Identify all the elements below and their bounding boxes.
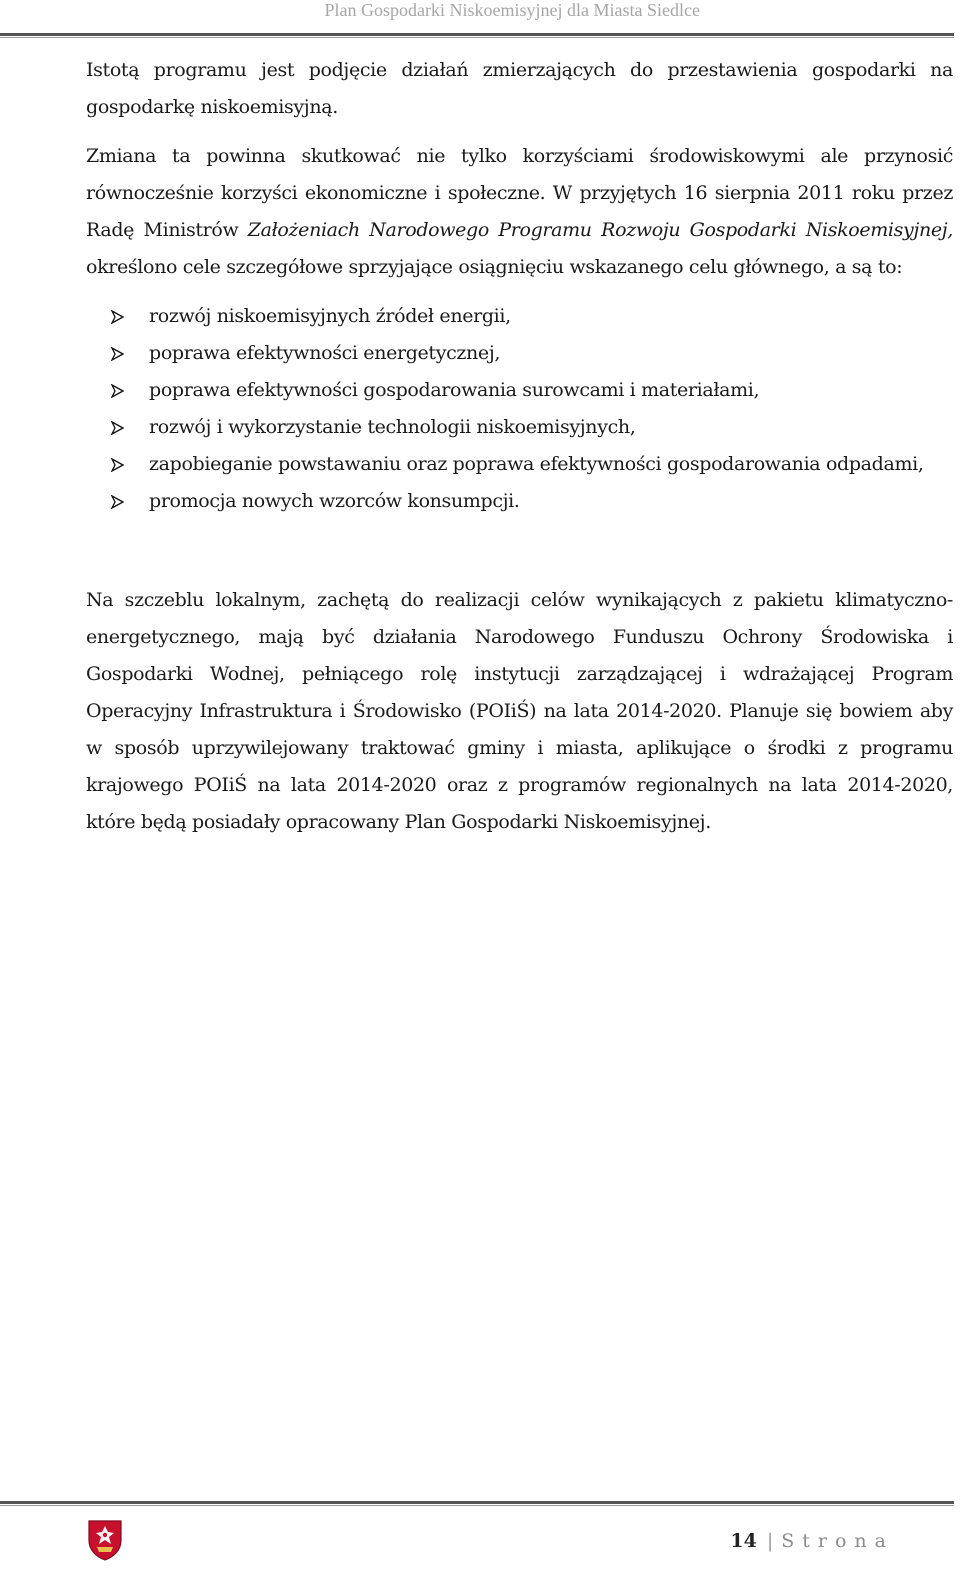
paragraph-assumptions-text-2: określono cele szczegółowe sprzyjające osiągnięciu wskazanego celu głównego, a są to: [86,256,903,278]
paragraph-intro: Istotą programu jest podjęcie działań zmierzających do przestawienia gospodarki na gospodarkę niskoemisyjną. [86,59,953,118]
list-item [86,335,953,372]
city-coat-of-arms-icon [86,1518,124,1562]
arrowhead-bullet-icon [111,495,124,509]
arrowhead-bullet-icon [111,421,124,435]
footer-divider [0,1501,954,1504]
arrowhead-bullet-icon [111,458,124,472]
header-divider [0,33,954,36]
list-item [86,298,953,335]
list-item [86,409,953,446]
goal-text: promocja nowych wzorców konsumpcji. [149,490,520,512]
programme-title-italic: Założeniach Narodowego Programu Rozwoju Gospodarki Niskoemisyjnej, [247,219,953,241]
footer-divider-thin [0,1505,954,1506]
list-item [86,483,953,520]
header-title: Plan Gospodarki Niskoemisyjnej dla Miasta Siedlce [324,0,700,20]
page-word: Strona [781,1530,894,1552]
paragraph-local-level: Na szczeblu lokalnym, zachętą do realizacji celów wynikających z pakietu klimatyczno-energetycznego, mają być działania Narodowego Funduszu Ochrony Środowiska i Gospodarki Wodnej, pełniącego rolę instytucji zarządzającej i wdrażającej Program Operacyjny Infrastruktura i Środowisko (POIiŚ) na lata 2014-2020. Planuje się bowiem aby w sposób uprzywilejowany traktować gminy i miasta, aplikujące o środki z programu krajowego POIiŚ na lata 2014-2020 oraz z programów regionalnych na lata 2014-2020, które będą posiadały opracowany Plan Gospodarki Niskoemisyjnej. [86,589,953,833]
goals-list [86,298,953,520]
goal-text: rozwój niskoemisyjnych źródeł energii, [149,305,511,327]
goal-text: rozwój i wykorzystanie technologii niskoemisyjnych, [149,416,636,438]
goal-text: poprawa efektywności gospodarowania surowcami i materiałami, [149,379,760,401]
goal-text: zapobieganie powstawaniu oraz poprawa efektywności gospodarowania odpadami, [149,453,924,475]
arrowhead-bullet-icon [111,384,124,398]
arrowhead-bullet-icon [111,347,124,361]
page-header [0,0,960,36]
page-number-label [730,1530,894,1552]
goal-text: poprawa efektywności energetycznej, [149,342,501,364]
paragraph-assumptions-text-1: Zmiana ta powinna skutkować nie tylko korzyściami środowiskowymi ale przynosić równocześnie korzyści ekonomiczne i społeczne. W przyjętych 16 sierpnia 2011 roku przez Radę Ministrów [86,145,953,241]
page-separator: | [766,1530,774,1552]
list-item [86,372,953,409]
arrowhead-bullet-icon [111,310,124,324]
page-number: 14 [730,1530,757,1552]
document-body [86,52,953,841]
paragraph-assumptions [86,138,953,286]
list-item [86,446,953,483]
header-divider-thin [0,37,954,38]
